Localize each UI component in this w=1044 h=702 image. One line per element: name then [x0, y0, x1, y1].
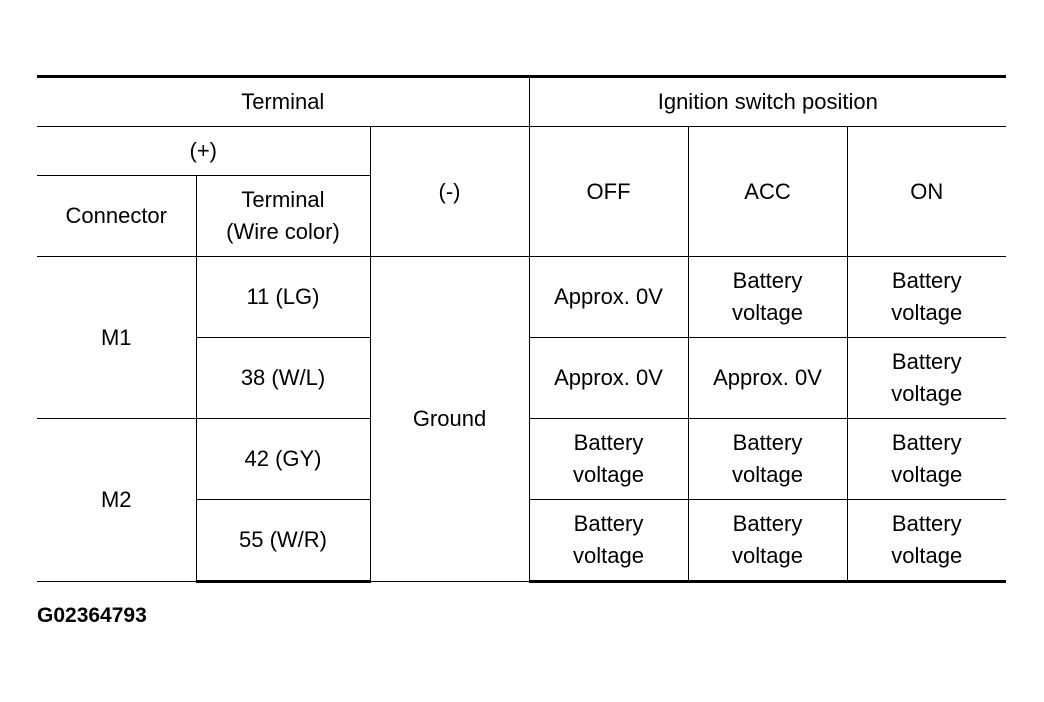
- on-cell: [847, 419, 1006, 500]
- terminal-cell: 55 (W/R): [196, 500, 370, 582]
- on-cell: [847, 500, 1006, 582]
- on-value-line2: voltage: [891, 381, 963, 406]
- off-cell: [529, 338, 688, 419]
- connector-cell: M1: [37, 257, 196, 419]
- header-ignition-switch-position: Ignition switch position: [529, 77, 1006, 127]
- on-value-line2: voltage: [891, 462, 963, 487]
- on-value-line1: Battery: [891, 511, 962, 536]
- figure-id: G02364793: [37, 604, 147, 627]
- acc-cell: [688, 338, 847, 419]
- table-row: [37, 257, 1006, 338]
- acc-value-line1: Battery: [732, 511, 803, 536]
- off-value-line1: Battery: [573, 430, 644, 455]
- header-plus: (+): [37, 127, 370, 176]
- acc-value: Approx. 0V: [713, 365, 822, 390]
- off-cell: [529, 257, 688, 338]
- on-value-line1: Battery: [891, 268, 962, 293]
- off-value: Approx. 0V: [554, 365, 663, 390]
- header-off: OFF: [529, 127, 688, 257]
- acc-value-line1: Battery: [732, 268, 803, 293]
- acc-cell: [688, 419, 847, 500]
- acc-cell: [688, 500, 847, 582]
- off-value-line2: voltage: [573, 462, 644, 487]
- acc-value-line1: Battery: [732, 430, 803, 455]
- header-terminal-line1: Terminal: [241, 187, 325, 212]
- on-value-line2: voltage: [891, 543, 963, 568]
- off-value: Approx. 0V: [554, 284, 663, 309]
- on-value-line2: voltage: [891, 300, 963, 325]
- off-cell: [529, 419, 688, 500]
- header-connector: Connector: [37, 176, 196, 257]
- acc-value-line2: voltage: [732, 462, 803, 487]
- terminal-cell: 11 (LG): [196, 257, 370, 338]
- ground-cell: Ground: [370, 257, 529, 582]
- header-minus: (-): [370, 127, 529, 257]
- header-terminal-line2: (Wire color): [226, 219, 340, 244]
- header-terminal: Terminal: [37, 77, 529, 127]
- terminal-cell: 38 (W/L): [196, 338, 370, 419]
- on-cell: [847, 338, 1006, 419]
- on-value-line1: Battery: [891, 349, 962, 374]
- acc-cell: [688, 257, 847, 338]
- off-value-line1: Battery: [573, 511, 644, 536]
- on-cell: [847, 257, 1006, 338]
- on-value-line1: Battery: [891, 430, 962, 455]
- off-value-line2: voltage: [573, 543, 644, 568]
- connector-cell: M2: [37, 419, 196, 582]
- terminal-cell: 42 (GY): [196, 419, 370, 500]
- terminal-voltage-table: [37, 75, 1006, 583]
- acc-value-line2: voltage: [732, 543, 803, 568]
- acc-value-line2: voltage: [732, 300, 803, 325]
- header-on: ON: [847, 127, 1006, 257]
- off-cell: [529, 500, 688, 582]
- header-acc: ACC: [688, 127, 847, 257]
- header-terminal-wire-color: [196, 176, 370, 257]
